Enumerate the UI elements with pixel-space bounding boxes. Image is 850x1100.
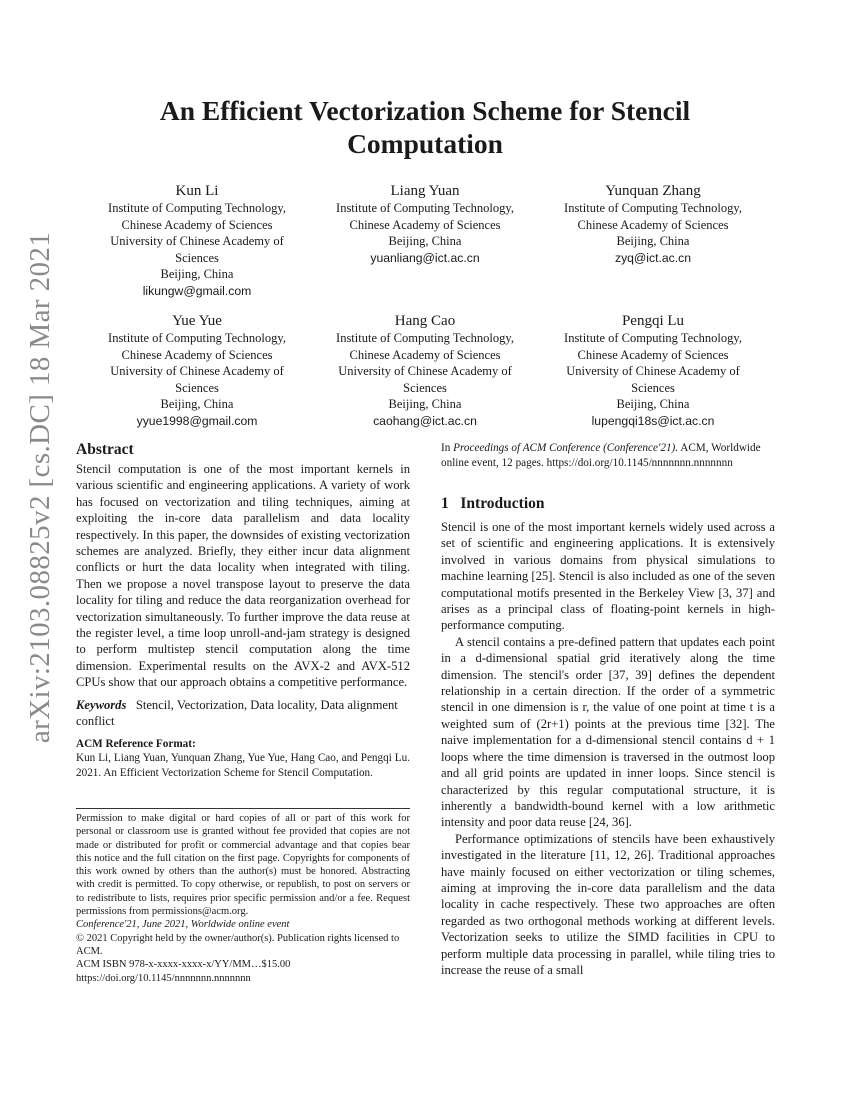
introduction-heading <box>441 494 775 514</box>
section-title: Introduction <box>460 495 545 512</box>
author-name: Kun Li <box>175 183 219 199</box>
acm-reference-text: Kun Li, Liang Yuan, Yunquan Zhang, Yue Yue, Hang Cao, and Pengqi Lu. 2021. An Efficient Vectorization Scheme for Stencil Computation. <box>76 752 410 779</box>
right-column <box>441 494 775 978</box>
author-affiliation-line: Chinese Academy of Sciences <box>349 347 501 362</box>
author-affiliation-line: Chinese Academy of Sciences <box>121 347 273 362</box>
author-block <box>533 182 773 266</box>
author-affiliation-line: Sciences <box>175 380 219 395</box>
author-affiliation-line: Institute of Computing Technology, <box>336 331 514 345</box>
author-affiliation-line: Beijing, China <box>160 397 234 412</box>
author-affiliation-line: University of Chinese Academy of <box>110 364 284 379</box>
acm-reference-venue: Proceedings of ACM Conference (Conference'21). <box>453 442 679 454</box>
author-email: caohang@ict.ac.cn <box>373 413 477 428</box>
arxiv-side-identifier: arXiv:2103.08825v2 [cs.DC] 18 Mar 2021 <box>24 231 57 743</box>
author-email: zyq@ict.ac.cn <box>614 250 692 265</box>
author-affiliation-line: Beijing, China <box>616 397 690 412</box>
acm-reference-continued-prefix: In <box>441 442 454 454</box>
author-affiliation-line: Institute of Computing Technology, <box>108 201 286 215</box>
paper-title: An Efficient Vectorization Scheme for Stencil Computation <box>159 95 691 159</box>
author-block <box>305 182 545 266</box>
author-affiliation-line: University of Chinese Academy of <box>110 234 284 249</box>
keywords-text: Stencil, Vectorization, Data locality, Data alignment conflict <box>76 697 398 729</box>
author-affiliation-line: Institute of Computing Technology, <box>564 201 742 215</box>
acm-reference <box>76 737 410 781</box>
author-block <box>533 312 773 430</box>
author-email: lupengqi18s@ict.ac.cn <box>591 413 715 428</box>
author-affiliation-line: Beijing, China <box>388 234 462 249</box>
author-affiliation-line: Chinese Academy of Sciences <box>349 217 501 232</box>
keywords-label: Keywords <box>76 697 127 712</box>
author-email: likungw@gmail.com <box>142 283 252 298</box>
doi-line: https://doi.org/10.1145/nnnnnnn.nnnnnnn <box>76 972 251 984</box>
author-affiliation-line: Chinese Academy of Sciences <box>577 347 729 362</box>
author-affiliation-line: Beijing, China <box>160 267 234 282</box>
permission-text: Permission to make digital or hard copies of all or part of this work for personal or classroom use is granted without fee provided that copies are not made or distributed for profit or commercial advantage and that copies bear this notice and the full citation on the first page. Copyrights for components of this work owned by others than the author(s) must be honored. Abstracting with credit is permitted. To copy otherwise, or republish, to post on servers or to redistribute to lists, requires prior specific permission and/or a fee. Request permissions from permissions@acm.org. <box>76 813 410 918</box>
intro-paragraph: A stencil contains a pre-defined pattern that updates each point in a d-dimensional spatial grid iteratively along the time dimension. The stencil's order [37, 39] defines the dependent relationship in a certain direction. If the order of a symmetric stencil in one dimension is r, the value of one point at time t is a weighted sum of (2r+1) points at the previous time [32]. The naive implementation for a d-dimensional stencil contains d + 1 loops where the time dimension is traversed in the outmost loop and all grid points are updated in inner loops. Since stencil is characterized by this regular computational structure, it is inherently a bandwidth-bound kernel with a low arithmetic intensity and poor data reuse [24, 36]. <box>441 634 775 830</box>
author-name: Yunquan Zhang <box>605 183 701 199</box>
author-email: yuanliang@ict.ac.cn <box>370 250 480 265</box>
footnote-divider <box>76 808 410 809</box>
keywords <box>76 697 410 730</box>
author-affiliation-line: Beijing, China <box>616 234 690 249</box>
intro-paragraph: Stencil is one of the most important kernels widely used across a set of scientific and engineering applications. It is extensively involved in various domains from physical simulations to machine learning [25]. Stencil is also included as one of the seven computational motifs presented in the Berkeley View [3, 37] and arises as a principal class of floating-point kernels in high-performance computing. <box>441 520 775 633</box>
author-affiliation-line: Institute of Computing Technology, <box>336 201 514 215</box>
author-name: Yue Yue <box>172 313 222 329</box>
copyright-line: © 2021 Copyright held by the owner/author(s). Publication rights licensed to ACM. <box>76 932 400 957</box>
permission-block <box>76 812 410 985</box>
author-block <box>77 182 317 300</box>
intro-paragraph: Performance optimizations of stencils have been exhaustively investigated in the literature [11, 12, 26]. Traditional approaches have mainly focused on either vectorization or tiling schemes, aiming at improving the in-core data parallelism and the data locality in cache respectively. These two approaches are often regarded as two orthogonal methods working at different levels. Vectorization seeks to utilize the SIMD facilities in CPU to perform multiple data processing in parallel, while tiling tries to increase the reuse of a small <box>441 831 775 977</box>
left-column <box>76 440 410 780</box>
author-affiliation-line: University of Chinese Academy of <box>338 364 512 379</box>
conference-line: Conference'21, June 2021, Worldwide online event <box>76 919 290 931</box>
author-affiliation-line: Sciences <box>631 380 675 395</box>
author-email: yyue1998@gmail.com <box>136 413 258 428</box>
author-name: Pengqi Lu <box>621 313 685 329</box>
author-affiliation-line: Chinese Academy of Sciences <box>577 217 729 232</box>
abstract-text: Stencil computation is one of the most important kernels in various scientific and engineering applications. A variety of work has focused on vectorization and tiling techniques, aiming at exploiting the in-core data parallelism and data locality respectively. In this paper, the downsides of existing vectorization schemes are analyzed. Briefly, they either incur data alignment conflicts or hurt the data locality when integrated with tiling. Then we propose a novel transpose layout to preserve the data locality for tiling and reduce the data reorganization overhead for vectorization simultaneously. To further improve the data reuse at the register level, a time loop unroll-and-jam strategy is designed to perform multistep stencil computation along the time dimension. Experimental results on the AVX-2 and AVX-512 CPUs show that our approach obtains a competitive performance. <box>76 462 410 690</box>
author-affiliation-line: Sciences <box>403 380 447 395</box>
author-affiliation-line: Chinese Academy of Sciences <box>121 217 273 232</box>
author-block <box>77 312 317 430</box>
author-name: Liang Yuan <box>390 183 460 199</box>
isbn-line: ACM ISBN 978-x-xxxx-xxxx-x/YY/MM…$15.00 <box>76 959 291 971</box>
author-name: Hang Cao <box>394 313 456 329</box>
section-number: 1 <box>441 495 449 512</box>
acm-reference-label: ACM Reference Format: <box>76 737 196 750</box>
acm-reference-continued <box>441 441 775 471</box>
author-affiliation-line: Sciences <box>175 250 219 265</box>
author-block <box>305 312 545 430</box>
author-affiliation-line: University of Chinese Academy of <box>566 364 740 379</box>
abstract-heading: Abstract <box>76 441 134 458</box>
author-affiliation-line: Institute of Computing Technology, <box>564 331 742 345</box>
author-affiliation-line: Beijing, China <box>388 397 462 412</box>
author-affiliation-line: Institute of Computing Technology, <box>108 331 286 345</box>
acm-reference-continued-rest: ACM, Worldwide online event, 12 pages. https://doi.org/10.1145/nnnnnnn.nnnnnnn <box>441 442 761 469</box>
